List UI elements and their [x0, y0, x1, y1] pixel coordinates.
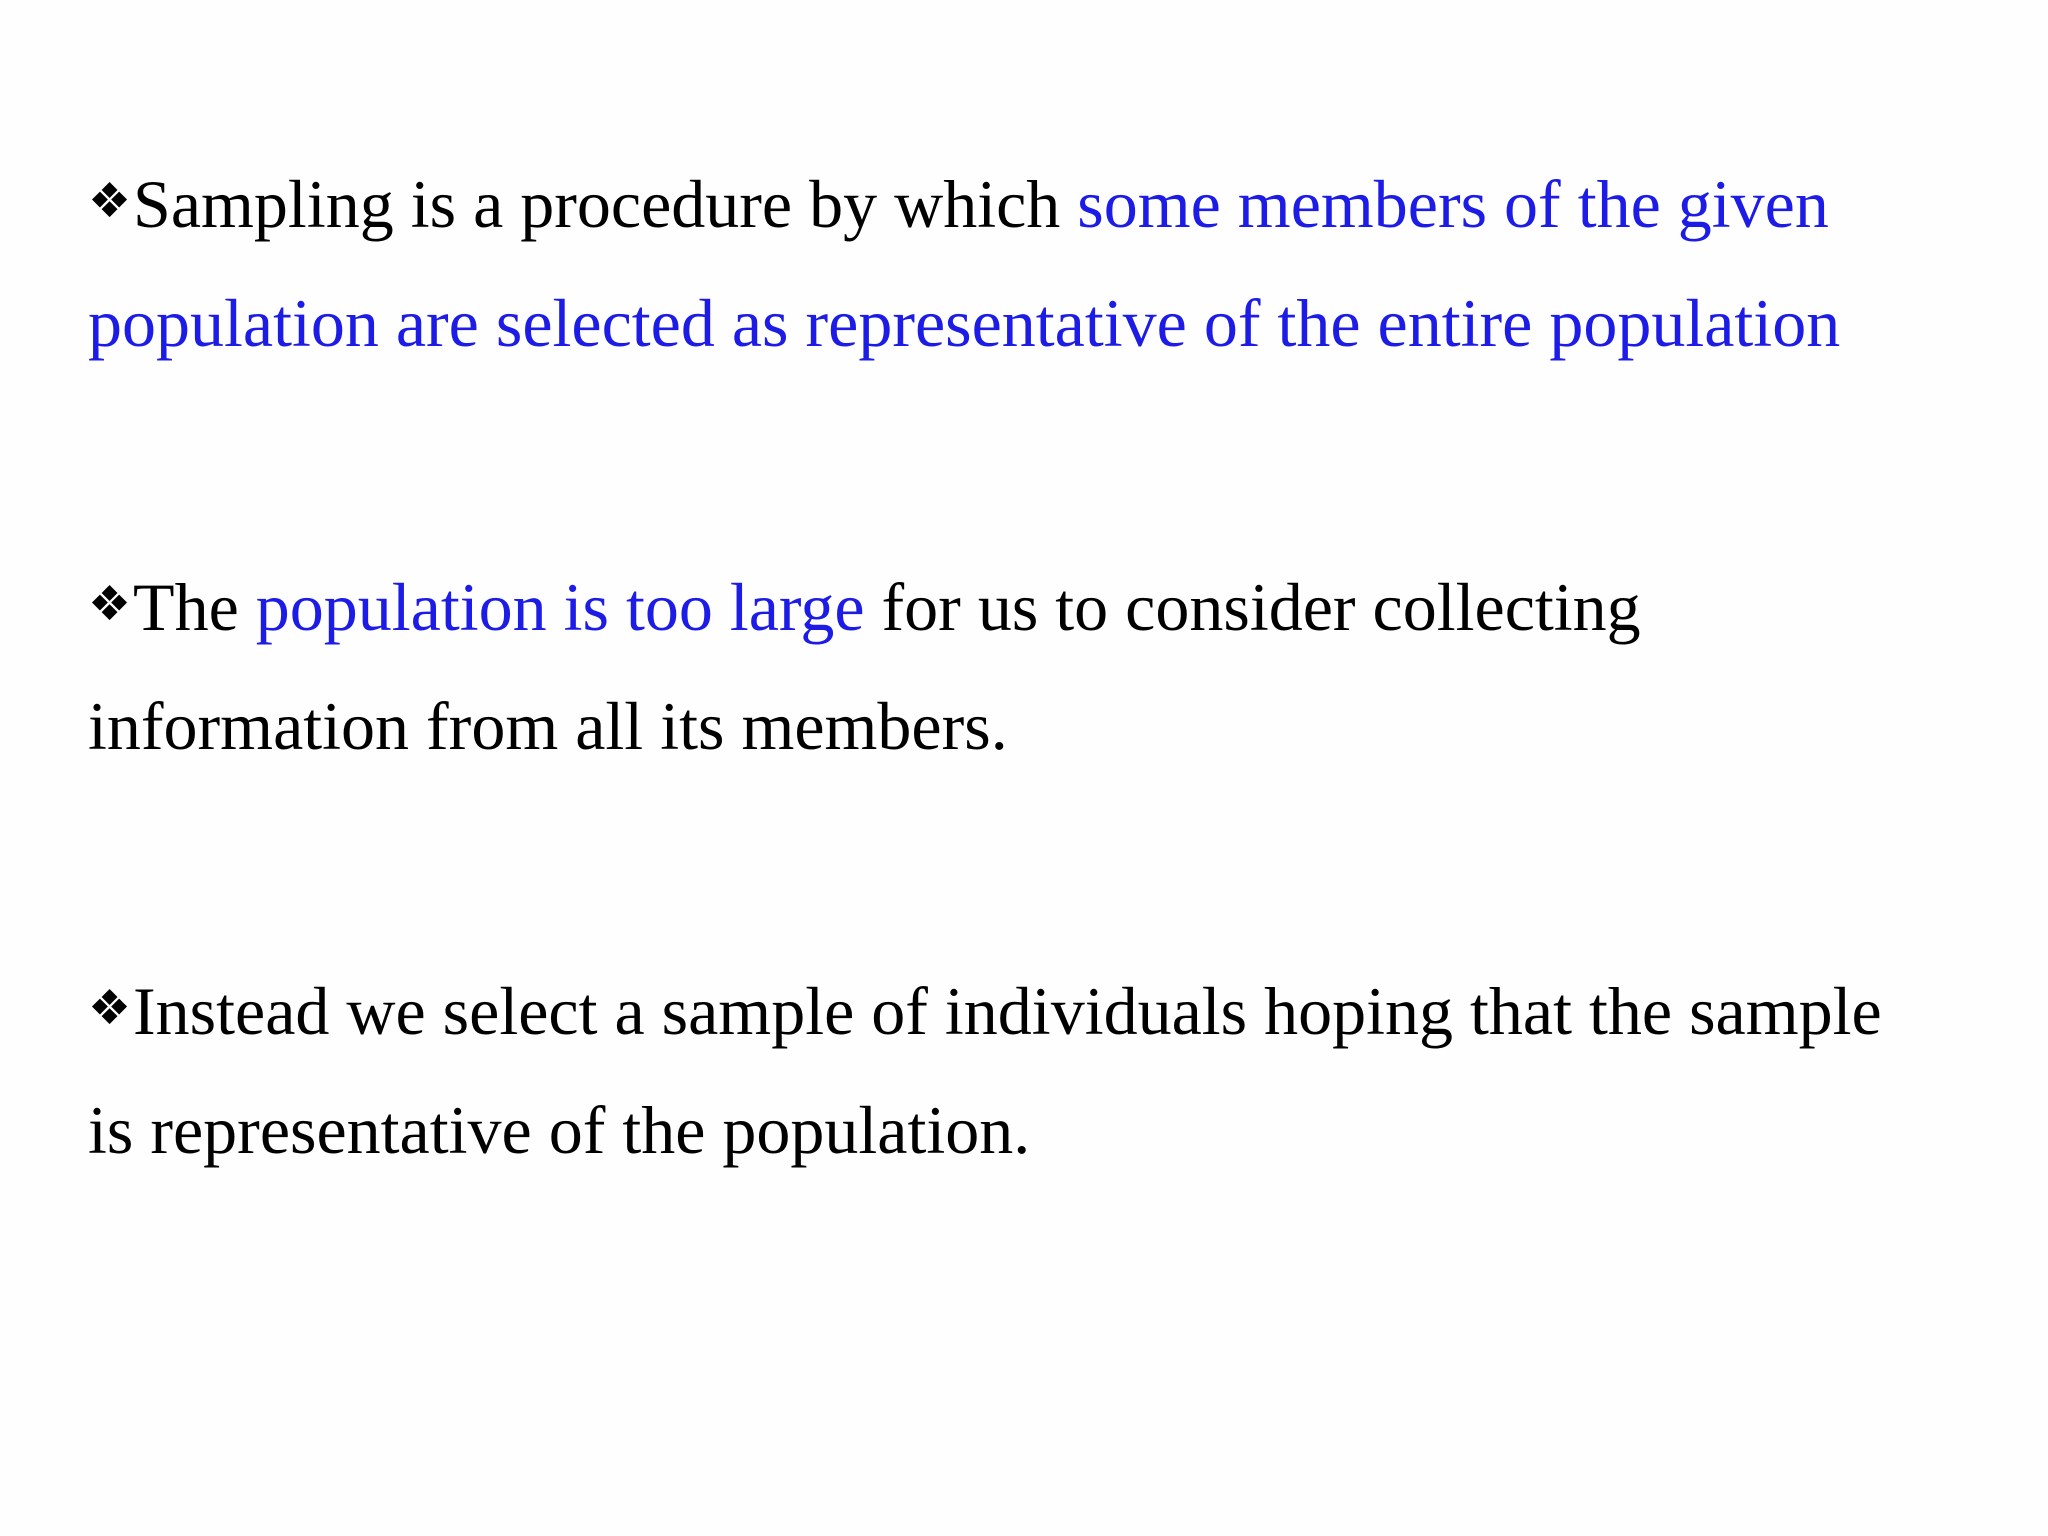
bullet-sampling-definition [88, 140, 1978, 384]
bullet-line [88, 543, 1978, 665]
bullet-line [88, 947, 1978, 1069]
bullet-line [88, 1069, 1978, 1191]
bullet-line [88, 140, 1978, 262]
text-black: Sampling is a procedure by which [133, 166, 1078, 242]
text-black: for us to consider collecting [864, 569, 1641, 645]
text-highlight: population is too large [255, 569, 865, 645]
diamond-bullet-icon: ❖ [88, 173, 132, 229]
text-highlight: population are selected as representative of the entire population [88, 285, 1841, 361]
text-highlight: some members of the given [1077, 166, 1829, 242]
bullet-line [88, 262, 1978, 384]
text-black: Instead we select a sample of individuals hoping that the sample [133, 973, 1882, 1049]
bullet-line [88, 665, 1978, 787]
diamond-bullet-icon: ❖ [88, 980, 132, 1036]
bullet-population-size [88, 543, 1978, 787]
text-black: information from all its members. [88, 688, 1008, 764]
text-black: The [133, 569, 256, 645]
bullet-sample-selection [88, 947, 1978, 1191]
text-black: is representative of the population. [88, 1092, 1031, 1168]
diamond-bullet-icon: ❖ [88, 576, 132, 632]
